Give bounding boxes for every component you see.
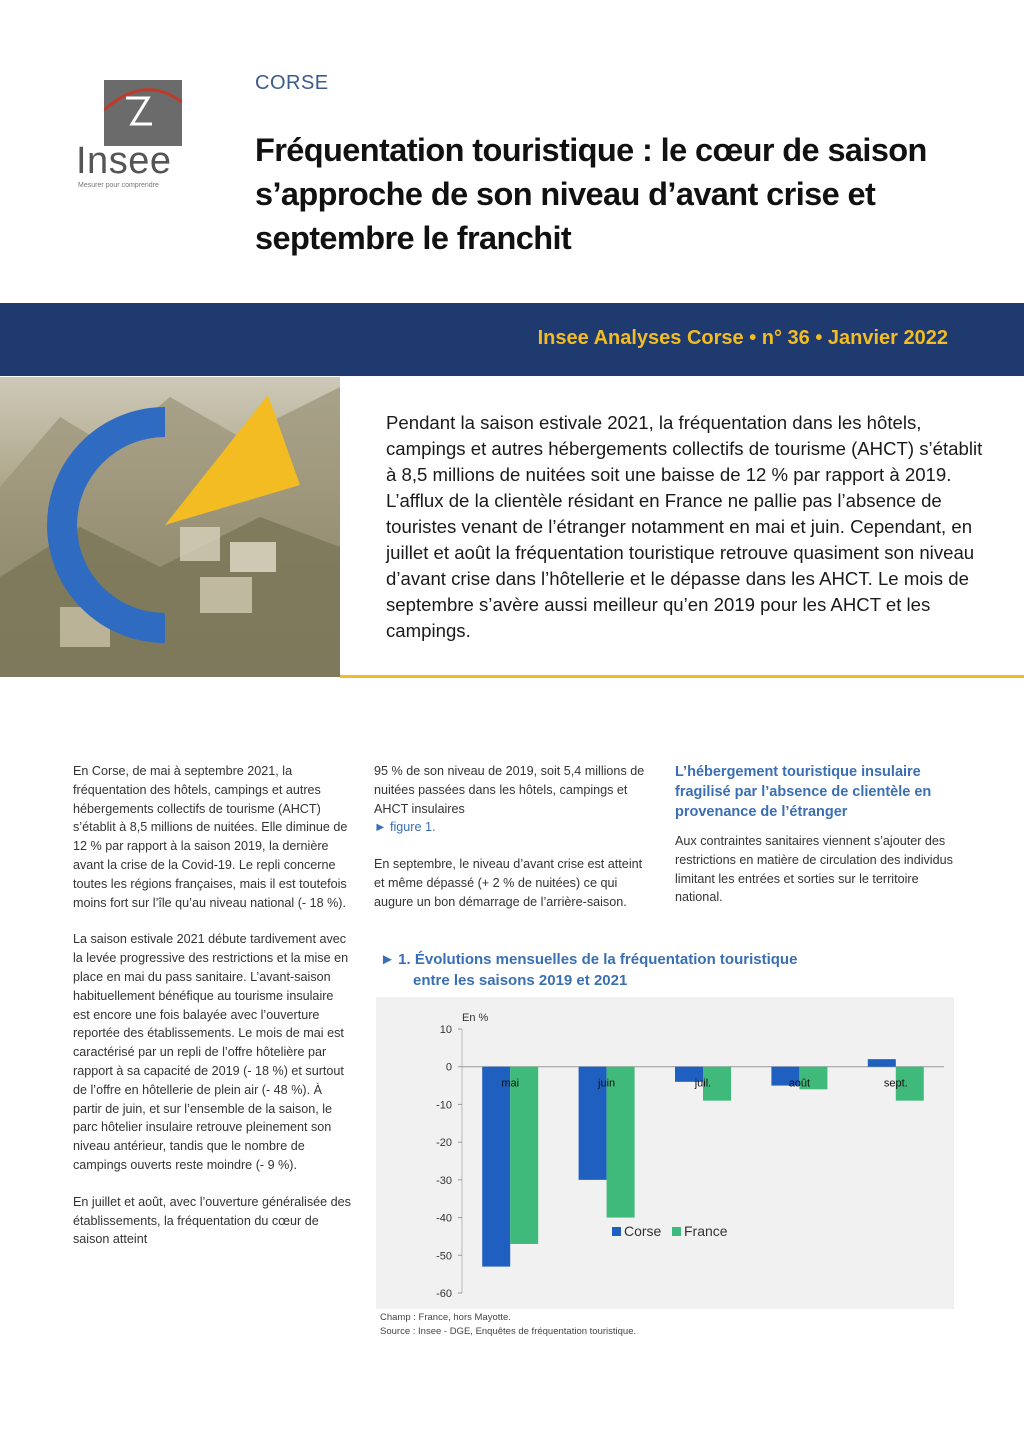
chart-category-label: mai <box>501 1077 520 1090</box>
page-title: Fréquentation touristique : le cœur de saison s’approche de son niveau d’avant crise et septembre le franchit <box>255 132 927 256</box>
col2-paragraph-1 <box>374 762 654 837</box>
figure-1-link[interactable]: ► figure 1. <box>374 820 436 835</box>
hero-image <box>0 377 340 677</box>
figure-title <box>380 949 850 991</box>
chart-category-label: juin <box>598 1077 616 1090</box>
chart-y-tick-label: -40 <box>436 1212 452 1225</box>
chart-source-note: Source : Insee - DGE, Enquêtes de fréquentation touristique. <box>380 1326 637 1337</box>
col2-paragraph-1-text: 95 % de son niveau de 2019, soit 5,4 millions de nuitées passées dans les hôtels, campings et AHCT insulaires <box>374 764 645 816</box>
chart-y-tick-label: -10 <box>436 1099 452 1112</box>
chart-y-tick-label: -30 <box>436 1174 452 1187</box>
chart-champ-note: Champ : France, hors Mayotte. <box>380 1312 511 1323</box>
bar-chart-svg <box>376 997 954 1309</box>
chart-bar-france <box>510 1067 538 1244</box>
insee-logo-tagline: Mesurer pour comprendre <box>78 182 159 189</box>
chart-y-tick-label: -50 <box>436 1250 452 1263</box>
chart-category-label: sept. <box>883 1077 908 1090</box>
col1-paragraph-1: En Corse, de mai à septembre 2021, la fréquentation des hôtels, campings et autres hébergements collectifs de tourisme (AHCT) s’établit à 8,5 millions de nuitées. Elle diminue de 12 % par rapport à la saison 2019, la dernière avant la crise de la Covid-19. Le repli concerne toutes les régions françaises, mais il est toutefois moins fort sur l’île qu’au niveau national (- 18 %). <box>73 764 348 910</box>
chart-legend-label: Corse <box>624 1223 662 1239</box>
chart-legend-swatch <box>612 1227 621 1236</box>
section-subheading: L’hébergement touristique insulaire fragilisé par l’absence de clientèle en provenance de l’étranger <box>675 764 932 820</box>
chart-category-label: août <box>788 1077 811 1090</box>
chart-category-label: juil. <box>694 1077 712 1090</box>
col2-paragraph-2: En septembre, le niveau d’avant crise est atteint et même dépassé (+ 2 % de nuitées) ce qui augure un bon démarrage de l’arrière-saison. <box>374 857 643 909</box>
text-column-1 <box>73 762 353 1267</box>
text-column-2 <box>374 762 654 930</box>
region-kicker: CORSE <box>255 72 329 94</box>
chart-legend-label: France <box>684 1223 728 1239</box>
chart-notes <box>380 1311 636 1339</box>
insee-logo-mark <box>104 80 182 146</box>
publication-band <box>0 303 1024 376</box>
chart-unit-label: En % <box>462 1012 489 1024</box>
chart-bar-corse <box>868 1059 896 1067</box>
col1-paragraph-3: En juillet et août, avec l’ouverture généralisée des établissements, la fréquentation du cœur de saison atteint <box>73 1194 351 1247</box>
chart-bar-corse <box>482 1067 510 1267</box>
chart-y-tick-label: 10 <box>439 1024 452 1036</box>
chart-legend-swatch <box>672 1227 681 1236</box>
figure-arrow-icon: ► <box>380 951 395 968</box>
figure-title-line-1: 1. Évolutions mensuelles de la fréquentation touristique <box>398 951 798 968</box>
insee-logo-word: Insee <box>76 140 172 182</box>
figure-title-line-2: entre les saisons 2019 et 2021 <box>413 972 628 989</box>
chart-y-tick-label: 0 <box>445 1061 452 1074</box>
lead-underline <box>340 675 1024 678</box>
bar-chart <box>376 997 954 1309</box>
insee-logo <box>72 76 184 196</box>
chart-y-tick-label: -60 <box>436 1288 452 1300</box>
publication-reference: Insee Analyses Corse • n° 36 • Janvier 2022 <box>537 327 948 349</box>
text-column-3 <box>675 762 955 925</box>
chart-y-tick-label: -20 <box>436 1137 452 1150</box>
col1-paragraph-2: La saison estivale 2021 débute tardivement avec la levée progressive des restrictions et la mise en place en mai du pass sanitaire. L’avant-saison habituellement bénéfique au tourisme insulaire est encore une fois balayée avec l’ouverture reportée des établissements. Le mois de mai est caractérisé par un repli de l’offre hôtelière par rapport à sa capacité de 2019 (- 18 %) et surtout de l’offre en hôtellerie de plein air (- 48 %). À partir de juin, et sur l’ensemble de la saison, le parc hôtelier insulaire retrouve pleinement son niveau antérieur, tandis que le nombre de campings ouverts reste moindre (- 9 %). <box>73 932 349 1172</box>
col3-paragraph-1: Aux contraintes sanitaires viennent s’ajouter des restrictions en matière de circulation des individus limitant les entrées et sorties sur le territoire national. <box>675 834 953 905</box>
lead-paragraph: Pendant la saison estivale 2021, la fréquentation dans les hôtels, campings et autres hébergements collectifs de tourisme (AHCT) s’établit à 8,5 millions de nuitées soit une baisse de 12 % par rapport à 2019. L’afflux de la clientèle résidant en France ne pallie pas l’absence de touristes venant de l’étranger notamment en mai et juin. Cependant, en juillet et août la fréquentation touristique retrouve quasiment son niveau d’avant crise dans l’hôtellerie et le dépasse dans les AHCT. Le mois de septembre s’avère aussi meilleur qu’en 2019 pour les AHCT et les campings. <box>386 412 983 641</box>
